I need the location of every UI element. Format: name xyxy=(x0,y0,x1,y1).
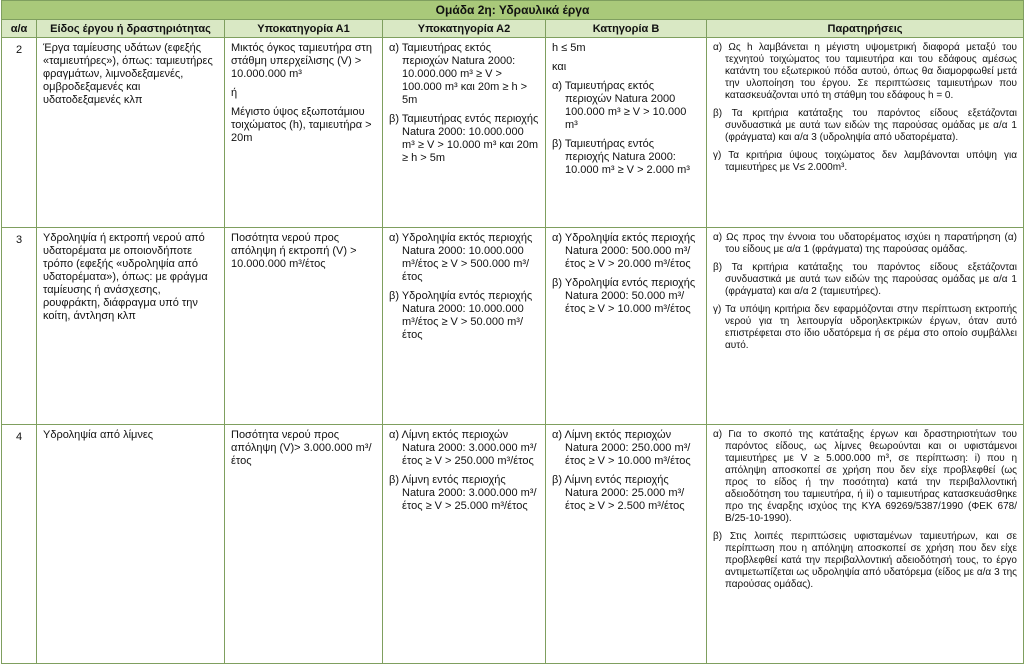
a1-cell xyxy=(225,425,383,664)
project-type-cell xyxy=(37,425,225,664)
b-criterion: h ≤ 5m xyxy=(552,42,586,54)
note: α) Ως προς την έννοια του υδατορέματος ισχύει η παρατήρηση (α) του είδους με α/α 1 (φράγματα) της παρούσας ομάδας. xyxy=(713,232,1017,255)
notes-cell xyxy=(707,425,1024,664)
header-a2: Υποκατηγορία Α2 xyxy=(383,20,546,38)
project-type: Υδροληψία από λίμνες xyxy=(43,429,154,441)
table-row xyxy=(2,228,1024,425)
row-number: 4 xyxy=(2,425,37,664)
project-type-cell xyxy=(37,38,225,228)
note: α) Ως h λαμβάνεται η μέγιστη υψομετρική διαφορά μεταξύ του τεχνητού τοιχώματος του ταμιευτήρα και του εδάφους αμέσως κατάντη του εξωτερικού πόδα αυτού, όπως θα διαμορφωθεί μετά την υλοποίηση του έργου. Σε περιπτώσεις ταμιευτήρων που κατασκευάζονται υπό τη στάθμη του εδάφους h = 0. xyxy=(713,42,1017,101)
notes-cell xyxy=(707,228,1024,425)
note: β) Τα κριτήρια κατάταξης του παρόντος είδους εξετάζονται συνδυαστικά με αυτά των ειδών της παρούσας ομάδας με α/α 1 (φράγματα) και α/α 3 (υδροληψία από υδατορέματα). xyxy=(713,108,1017,143)
a2-cell xyxy=(383,425,546,664)
b-cell xyxy=(546,38,707,228)
row-number: 2 xyxy=(2,38,37,228)
row-number: 3 xyxy=(2,228,37,425)
hydraulic-works-table xyxy=(1,0,1024,664)
a2-criterion: α) Λίμνη εκτός περιοχών Natura 2000: 3.000.000 m³/έτος ≥ V > 250.000 m³/έτος xyxy=(389,429,537,467)
header-b: Κατηγορία Β xyxy=(546,20,707,38)
a2-criterion: β) Λίμνη εντός περιοχής Natura 2000: 3.000.000 m³/έτος ≥ V > 25.000 m³/έτος xyxy=(389,474,537,512)
b-connector: και xyxy=(552,61,567,73)
a2-criterion: α) Υδροληψία εκτός περιοχής Natura 2000: 10.000.000 m³/έτος ≥ V > 500.000 m³/έτος xyxy=(389,232,533,283)
header-a1: Υποκατηγορία Α1 xyxy=(225,20,383,38)
a2-criterion: α) Ταμιευτήρας εκτός περιοχών Natura 2000: 10.000.000 m³ ≥ V > 100.000 m³ και 20m ≥ h > 5m xyxy=(389,42,528,106)
table-title: Ομάδα 2η: Υδραυλικά έργα xyxy=(2,1,1024,20)
a1-connector: ή xyxy=(231,87,238,99)
header-aa: α/α xyxy=(2,20,37,38)
b-cell xyxy=(546,228,707,425)
note: β) Στις λοιπές περιπτώσεις υφισταμένων ταμιευτήρων, και σε περίπτωση που η απόληψη αποσκοπεί σε χρήση που δεν είχε προβλεφθεί κατά την περιβαλλοντική αδειοδότησή τους, το έργο αντιμετωπίζεται ως υδροληψία από υδατόρεμα (είδος με α/α 3 της παρούσας ομάδας). xyxy=(713,531,1017,590)
notes-cell xyxy=(707,38,1024,228)
b-cell xyxy=(546,425,707,664)
note: α) Για το σκοπό της κατάταξης έργων και δραστηριοτήτων του παρόντος είδους, ως λίμνες θεωρούνται και οι υφιστάμενοι ταμιευτήρες με V ≥ 5.000.000 m³, σε περίπτωση: i) που η απόληψη αποσκοπεί σε χρήση που δεν είχε προβλεφθεί (ως προς το είδος ή την ποσότητα) κατά την περιβαλλοντική αδειοδότηση του ταμιευτήρα, ή ii) ο ταμιευτήρας κατασκευάσθηκε προ της έναρξης ισχύος της ΚΥΑ 69269/5387/1990 (ΦΕΚ 678/Β/25-10-1990). xyxy=(713,429,1017,524)
project-type: Υδροληψία ή εκτροπή νερού από υδατορέματα με οποιονδήποτε τρόπο (εφεξής «υδροληψία από υδατορέματα»), όπως: με φράγμα ταμίευσης ή ανάσχεσης, ρουφράκτη, διάφραγμα υπό την κοίτη, άντληση κλπ xyxy=(43,232,208,322)
a1-criterion: Ποσότητα νερού προς απόληψη (V)> 3.000.000 m³/έτος xyxy=(231,429,372,467)
a2-criterion: β) Ταμιευτήρας εντός περιοχής Natura 2000: 10.000.000 m³ ≥ V > 10.000 m³ και 20m ≥ h > 5m xyxy=(389,113,539,164)
b-criterion: α) Ταμιευτήρας εκτός περιοχών Natura 2000 100.000 m³ ≥ V > 10.000 m³ xyxy=(552,80,687,131)
project-type: Έργα ταμίευσης υδάτων (εφεξής «ταμιευτήρες»), όπως: ταμιευτήρες φραγμάτων, λιμνοδεξαμενές, ομβροδεξαμενές και υδατοδεξαμενές κλπ xyxy=(43,42,213,106)
note: β) Τα κριτήρια κατάταξης του παρόντος είδους εξετάζονται συνδυαστικά με αυτά των ειδών της παρούσας ομάδας με α/α 1 (φράγματα) και α/α 2 (ταμιευτήρες). xyxy=(713,262,1017,297)
b-criterion: β) Υδροληψία εντός περιοχής Natura 2000: 50.000 m³/έτος ≥ V > 10.000 m³/έτος xyxy=(552,277,696,315)
header-notes: Παρατηρήσεις xyxy=(707,20,1024,38)
table-row xyxy=(2,38,1024,228)
a2-criterion: β) Υδροληψία εντός περιοχής Natura 2000: 10.000.000 m³/έτος ≥ V > 50.000 m³/έτος xyxy=(389,290,533,341)
note: γ) Τα υπόψη κριτήρια δεν εφαρμόζονται στην περίπτωση εκτροπής νερού για τη λειτουργία υδροηλεκτρικών έργων, όταν αυτό επιστρέφεται στο ίδιο υδατόρεμα ή σε ρέμα στο οποίο συμβάλλει αυτό. xyxy=(713,304,1017,351)
a1-criterion: Ποσότητα νερού προς απόληψη ή εκτροπή (V) > 10.000.000 m³/έτος xyxy=(231,232,357,270)
a2-cell xyxy=(383,38,546,228)
b-criterion: β) Ταμιευτήρας εντός περιοχής Natura 2000: 10.000 m³ ≥ V > 2.000 m³ xyxy=(552,138,690,176)
a1-cell xyxy=(225,228,383,425)
a2-cell xyxy=(383,228,546,425)
b-criterion: α) Υδροληψία εκτός περιοχής Natura 2000: 500.000 m³/έτος ≥ V > 20.000 m³/έτος xyxy=(552,232,696,270)
note: γ) Τα κριτήρια ύψους τοιχώματος δεν λαμβάνονται υπόψη για ταμιευτήρες με V≤ 2.000m³. xyxy=(713,150,1017,173)
a1-criterion: Μικτός όγκος ταμιευτήρα στη στάθμη υπερχείλισης (V) > 10.000.000 m³ xyxy=(231,42,373,80)
a1-criterion: Μέγιστο ύψος εξωποτάμιου τοιχώματος (h), ταμιευτήρα > 20m xyxy=(231,106,372,144)
a1-cell xyxy=(225,38,383,228)
table-row xyxy=(2,425,1024,664)
header-type: Είδος έργου ή δραστηριότητας xyxy=(37,20,225,38)
b-criterion: α) Λίμνη εκτός περιοχών Natura 2000: 250.000 m³/έτος ≥ V > 10.000 m³/έτος xyxy=(552,429,691,467)
project-type-cell xyxy=(37,228,225,425)
b-criterion: β) Λίμνη εντός περιοχής Natura 2000: 25.000 m³/έτος ≥ V > 2.500 m³/έτος xyxy=(552,474,685,512)
